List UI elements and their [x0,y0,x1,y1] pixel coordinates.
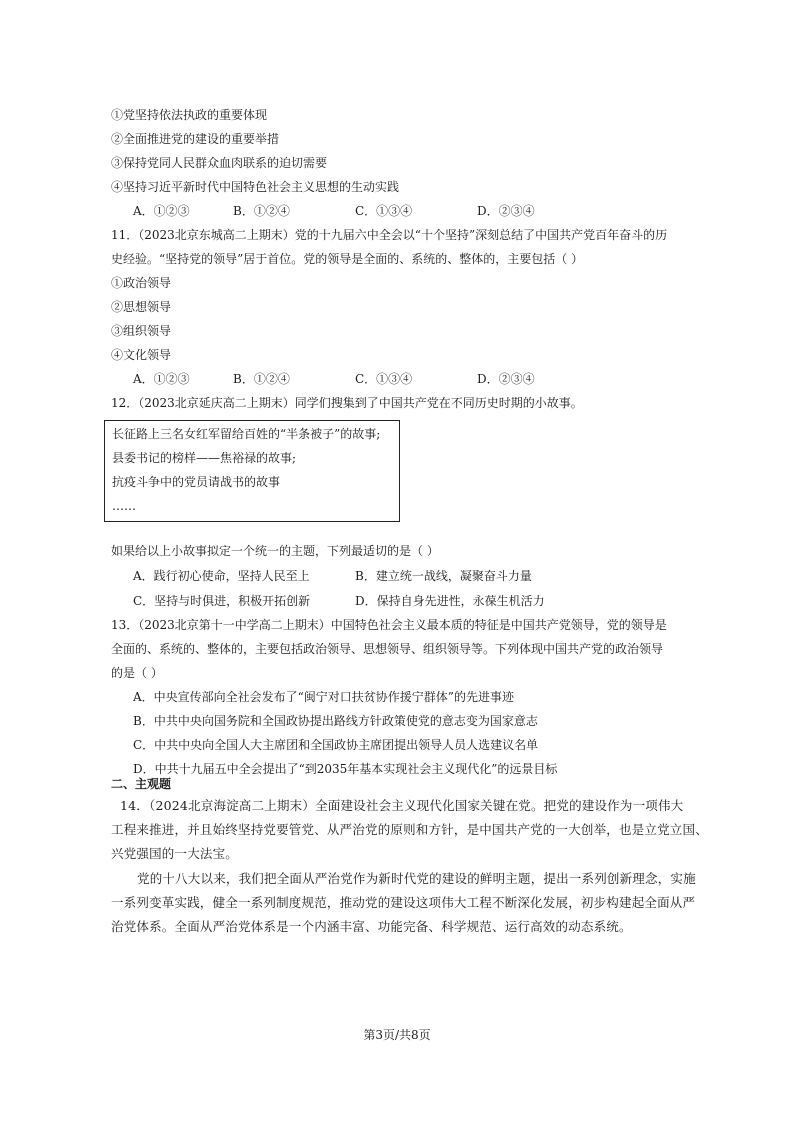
q12-question: 如果给以上小故事拟定一个统一的主题，下列最适切的是（ ） [111,544,439,558]
q13-stem-line3: 的是（ ） [111,666,163,680]
q12-box-line-2: 县委书记的榜样——焦裕禄的故事; [112,451,297,465]
q13-option-a[interactable]: A．中央宣传部向全社会发布了“闽宁对口扶贫协作援宁群体”的先进事迹 [133,690,514,704]
q13-stem-line1: 13．（2023北京第十一中学高二上期末）中国特色社会主义最本质的特征是中国共产党领导，党的领导是 [111,618,667,632]
q12-options-row2 [0,593,794,609]
q10-option-c[interactable]: C．①③④ [355,204,413,218]
q12-option-a[interactable]: A．践行初心使命，坚持人民至上 [133,569,310,583]
q10-item-1: ①党坚持依法执政的重要体现 [111,108,268,122]
q13-option-b[interactable]: B．中共中央向国务院和全国政协提出路线方针政策使党的意志变为国家意志 [133,714,538,728]
page-number: 第3页/共8页 [363,1028,431,1042]
q10-item-2: ②全面推进党的建设的重要举措 [111,132,280,146]
q14-p1-line3: 兴党强国的一大法宝。 [111,846,239,861]
q12-box-line-3: 抗疫斗争中的党员请战书的故事 [112,475,281,489]
q10-option-a[interactable]: A．①②③ [133,204,190,218]
q10-item-3: ③保持党同人民群众血肉联系的迫切需要 [111,156,328,170]
q12-option-b[interactable]: B．建立统一战线，凝聚奋斗力量 [355,569,532,583]
q13-option-d[interactable]: D．中共十九届五中全会提出了“到2035年基本实现社会主义现代化”的远景目标 [133,762,558,776]
q10-item-4: ④坚持习近平新时代中国特色社会主义思想的生动实践 [111,180,400,194]
q10-option-b[interactable]: B．①②④ [233,204,290,218]
q12-option-d[interactable]: D．保持自身先进性，永葆生机活力 [355,594,545,608]
q12-story-box [104,420,400,522]
q11-item-2: ②思想领导 [111,300,172,314]
q11-item-3: ③组织领导 [111,324,172,338]
q12-option-c[interactable]: C．坚持与时俱进，积极开拓创新 [133,594,311,608]
q12-box-line-1: 长征路上三名女红军留给百姓的“半条被子”的故事; [112,427,381,441]
q14-p2-line2: 一系列变革实践，健全一系列制度规范，推动党的建设这项伟大工程不断深化发展，初步构建起全面从严 [111,895,696,910]
q11-item-4: ④文化领导 [111,348,172,362]
q13-option-c[interactable]: C．中共中央向全国人大主席团和全国政协主席团提出领导人员人选建议名单 [133,738,539,752]
q11-stem-line2: 史经验。“坚持党的领导”居于首位。党的领导是全面的、系统的、整体的，主要包括（ ） [111,252,584,266]
q14-p2-line1: 党的十八大以来，我们把全面从严治党作为新时代党的建设的鲜明主题，提出一系列创新理念，实施 [137,871,696,886]
q14-p2-line3: 治党体系。全面从严治党体系是一个内涵丰富、功能完备、科学规范、运行高效的动态系统。 [111,919,632,934]
q11-item-1: ①政治领导 [111,276,172,290]
q12-box-line-4: …… [112,499,136,513]
q14-p1-line2: 工程来推进，并且始终坚持党要管党、从严治党的原则和方针，是中国共产党的一大创举，也是立党立国、 [111,822,708,837]
q11-option-a[interactable]: A．①②③ [133,372,190,386]
q10-option-d[interactable]: D．②③④ [477,204,535,218]
q13-stem-line2: 全面的、系统的、整体的，主要包括政治领导、思想领导、组织领导等。下列体现中国共产党的政治领导 [111,642,664,656]
q11-stem-line1: 11．（2023北京东城高二上期末）党的十九届六中全会以“十个坚持”深刻总结了中国共产党百年奋斗的历 [111,228,668,242]
section-title-subjective: 二、主观题 [111,777,172,791]
q12-options-row1 [0,568,794,584]
q11-option-c[interactable]: C．①③④ [355,372,413,386]
q11-options [0,371,794,387]
q11-option-b[interactable]: B．①②④ [233,372,290,386]
q10-options [0,203,794,219]
q12-stem: 12．（2023北京延庆高二上期末）同学们搜集到了中国共产党在不同历史时期的小故事。 [111,396,583,410]
q11-option-d[interactable]: D．②③④ [477,372,535,386]
q14-p1-line1: 14．（2024北京海淀高二上期末）全面建设社会主义现代化国家关键在党。把党的建设作为一项伟大 [120,798,684,813]
